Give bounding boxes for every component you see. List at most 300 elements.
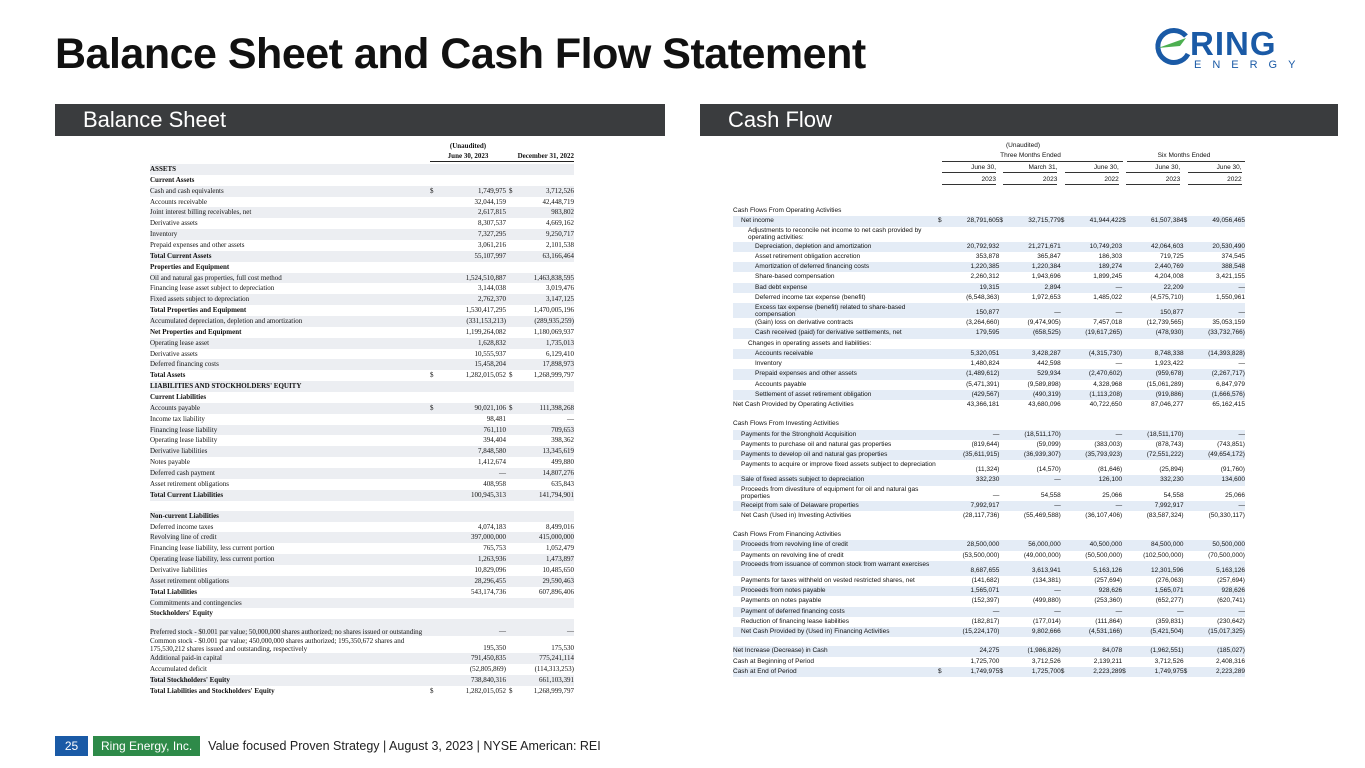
cf-value: (152,397)	[971, 597, 1000, 605]
cf-group-rule	[1127, 161, 1245, 162]
cf-value: (1,986,826)	[1027, 647, 1061, 655]
cf-dollar	[1122, 440, 1130, 450]
cf-value: 7,992,917	[1154, 501, 1184, 509]
cf-value: (9,474,905)	[1027, 319, 1061, 326]
cf-cell	[999, 206, 1060, 216]
cf-dollar	[999, 586, 1007, 596]
cf-dollar	[1061, 430, 1069, 440]
cf-value: (359,831)	[1155, 617, 1184, 625]
bs-row	[150, 251, 574, 262]
bs-dollar-2: $	[509, 686, 513, 695]
cf-dollar	[938, 576, 946, 586]
bs-dollar-1	[430, 197, 442, 208]
cf-value	[1007, 530, 1060, 540]
cf-value	[1007, 339, 1060, 349]
cf-cell	[1122, 272, 1183, 282]
cf-value: —	[1054, 501, 1061, 509]
cf-value: (257,694)	[1217, 576, 1245, 584]
bs-value-2022: 1,735,013	[546, 338, 574, 347]
cf-value: —	[1054, 587, 1061, 594]
cf-value: —	[1177, 607, 1184, 615]
cf-dollar	[1184, 586, 1192, 596]
cf-gap	[733, 197, 1245, 206]
bs-value-2023: 2,617,815	[478, 208, 506, 217]
cf-dollar	[1061, 419, 1069, 429]
cf-row	[733, 349, 1245, 359]
cf-cell	[1122, 339, 1183, 349]
cf-dollar	[1061, 440, 1069, 450]
cf-value: 35,053,159	[1212, 319, 1245, 326]
bs-value-2022: 775,241,114	[539, 654, 574, 663]
cf-row-label: Net Cash (Used in) Investing Activities	[741, 511, 852, 519]
cf-row-label: Net Cash Provided by (Used in) Financing Activities	[741, 628, 890, 635]
cf-row-label: (Gain) loss on derivative contracts	[755, 319, 854, 326]
bs-value-2023	[442, 392, 506, 403]
cf-row	[733, 227, 1245, 242]
bs-value-2022: 661,103,391	[539, 675, 574, 684]
bs-gap	[150, 501, 574, 511]
cf-dollar	[999, 390, 1007, 400]
bs-row-label: Total Properties and Equipment	[150, 306, 247, 315]
cf-cell	[1122, 530, 1183, 540]
bs-value-2022: 709,653	[551, 425, 574, 434]
cf-row	[733, 561, 1245, 576]
cf-dollar	[999, 430, 1007, 440]
cf-cell	[1184, 339, 1245, 349]
cf-dollar	[999, 617, 1007, 627]
cf-cell	[1122, 617, 1183, 627]
cf-row-label: Asset retirement obligation accretion	[755, 252, 861, 260]
cf-row-label: Cash at Beginning of Period	[733, 657, 814, 665]
bs-value-2023: 15,458,204	[474, 360, 506, 369]
cf-value: 8,687,655	[970, 566, 1000, 574]
bs-value-2023	[442, 608, 506, 619]
cf-cell	[999, 380, 1060, 390]
cf-dollar	[938, 206, 946, 216]
cf-cell	[999, 318, 1060, 328]
cf-cell	[1061, 349, 1122, 359]
bs-value-2022: (289,935,259)	[534, 317, 574, 326]
cf-value: 25,066	[1225, 491, 1245, 499]
cf-dollar	[999, 551, 1007, 561]
bs-row-label: Commitments and contingencies	[150, 598, 242, 607]
cf-value	[1007, 206, 1060, 216]
bs-dollar-1	[430, 653, 442, 664]
bs-row	[150, 554, 574, 565]
bs-value-2023	[442, 164, 506, 175]
cf-cell	[999, 607, 1060, 617]
cf-row-label: Payments on notes payable	[741, 597, 822, 605]
bs-dollar-2	[506, 522, 518, 533]
cf-value: 40,722,650	[1089, 401, 1123, 408]
bs-dollar-2	[506, 283, 518, 294]
cf-value: (72,551,222)	[1146, 451, 1184, 458]
bs-value-2022	[518, 175, 574, 186]
bs-value-2022	[518, 608, 574, 619]
cf-row	[733, 475, 1245, 485]
cf-value: —	[1238, 430, 1245, 438]
cf-dollar	[1122, 293, 1130, 303]
cf-value: (50,500,000)	[1085, 551, 1123, 559]
cf-row-label: Proceeds from divestiture of equipment for oil and natural gas properties	[741, 486, 919, 500]
cf-value: 43,680,096	[1028, 401, 1061, 408]
bs-row-label: Asset retirement obligations	[150, 479, 229, 488]
bs-dollar-2	[506, 608, 518, 619]
cf-value: 40,500,000	[1089, 541, 1123, 549]
cf-cell	[1122, 607, 1183, 617]
cf-dollar	[1184, 540, 1192, 550]
bs-value-2022: 111,398,268	[539, 403, 574, 412]
bs-dollar-2	[506, 457, 518, 468]
cf-row-label: Deferred income tax expense (benefit)	[755, 293, 866, 301]
bs-value-2022: 3,147,125	[546, 295, 574, 304]
bs-row-label: Derivative assets	[150, 219, 198, 228]
bs-value-2023	[442, 381, 506, 392]
cf-dollar	[1122, 511, 1130, 521]
cf-cell	[1061, 380, 1122, 390]
bs-dollar-2	[506, 653, 518, 664]
bs-value-2023: 1,282,015,052	[465, 686, 506, 695]
cf-cell	[1061, 216, 1122, 226]
cf-dollar	[1061, 369, 1069, 379]
cf-cell	[1184, 242, 1245, 252]
cf-group-rule	[942, 161, 1123, 162]
footer	[55, 736, 601, 756]
bs-dollar-1: $	[430, 371, 434, 380]
cf-cell	[1184, 607, 1245, 617]
cf-cell	[1184, 530, 1245, 540]
cf-dollar	[999, 339, 1007, 349]
cf-value: (819,644)	[971, 440, 1000, 448]
bs-row	[150, 229, 574, 240]
cf-cell	[938, 339, 999, 349]
cf-row-label: Payment of deferred financing costs	[741, 607, 845, 615]
cf-value: 61,507,384	[1151, 217, 1184, 225]
cf-col-date: June 30,	[1093, 164, 1119, 171]
cf-dollar	[1122, 530, 1130, 540]
cf-cell	[1184, 501, 1245, 511]
bs-dollar-1: $	[430, 403, 434, 412]
cf-cell	[1061, 419, 1122, 429]
cf-value: (5,471,391)	[966, 380, 1000, 388]
cf-dollar: $	[999, 667, 1004, 675]
cf-col-rule	[1003, 184, 1057, 185]
cf-value: (185,027)	[1217, 647, 1245, 655]
cf-value: 32,715,779	[1028, 217, 1061, 225]
cf-dollar	[938, 252, 946, 262]
cf-cell	[938, 475, 999, 485]
cf-row	[733, 486, 1245, 501]
cf-dollar	[1061, 450, 1069, 460]
cf-cell	[1122, 646, 1183, 656]
cf-cell	[1184, 400, 1245, 410]
bs-dollar-2	[506, 565, 518, 576]
cf-cell	[938, 272, 999, 282]
cf-value	[1192, 206, 1245, 216]
bs-dollar-2	[506, 338, 518, 349]
cf-cell	[1184, 318, 1245, 328]
cf-cell	[938, 627, 999, 637]
cf-row	[733, 450, 1245, 460]
cf-cell	[1184, 283, 1245, 293]
bs-row	[150, 218, 574, 229]
bs-dollar-1	[430, 425, 442, 436]
cf-cell	[938, 561, 999, 576]
cf-value: (18,511,170)	[1147, 430, 1184, 438]
bs-value-2022: 1,470,005,196	[533, 306, 574, 315]
cf-value: (6,548,363)	[966, 293, 1000, 301]
cf-row	[733, 318, 1245, 328]
cf-row	[733, 530, 1245, 540]
cf-dollar	[1122, 252, 1130, 262]
bs-dollar-1	[430, 490, 442, 501]
bs-value-2023: 761,110	[483, 425, 506, 434]
cf-row	[733, 369, 1245, 379]
cf-unaudited-label: (Unaudited)	[1006, 142, 1040, 149]
cf-value: —	[992, 430, 1000, 438]
bs-value-2022: —	[567, 414, 574, 423]
cf-value: 332,230	[975, 476, 1000, 484]
cf-row-label: Cash received (paid) for derivative settlements, net	[755, 329, 902, 337]
cf-value: 41,944,422	[1089, 217, 1123, 225]
cf-cell	[1061, 475, 1122, 485]
cf-col-date: June 30,	[971, 164, 996, 171]
cf-value: 1,565,071	[1154, 587, 1184, 594]
cf-cell	[1122, 450, 1183, 460]
cf-row	[733, 303, 1245, 318]
cf-cell	[999, 304, 1060, 319]
bs-value-2023: —	[499, 627, 506, 636]
cf-cell	[999, 272, 1060, 282]
cf-value: (4,575,710)	[1150, 293, 1184, 301]
bs-dollar-1	[430, 349, 442, 360]
cf-value: —	[1054, 607, 1061, 615]
cf-dollar	[938, 293, 946, 303]
cf-cell	[1122, 390, 1183, 400]
cf-value: —	[1238, 607, 1245, 615]
cf-gap	[733, 637, 1245, 646]
cf-dollar	[999, 359, 1007, 369]
cf-value	[946, 530, 999, 540]
bs-value-2022: 635,843	[551, 479, 574, 488]
cf-cell	[1122, 400, 1183, 410]
cf-cell	[1122, 586, 1183, 596]
cf-row-label: Changes in operating assets and liabilities:	[748, 339, 872, 347]
bs-value-2022	[518, 598, 574, 609]
bs-dollar-1	[430, 435, 442, 446]
cf-col-rule	[1126, 184, 1180, 185]
bs-value-2023: (331,153,213)	[466, 317, 506, 326]
cf-value: (1,666,576)	[1211, 390, 1245, 398]
cf-col-date: June 30,	[1155, 164, 1181, 171]
bs-row-label: Current Assets	[150, 175, 195, 184]
cf-value: 3,712,526	[1031, 657, 1061, 665]
cf-value: (70,500,000)	[1208, 551, 1245, 559]
cf-cell	[1061, 206, 1122, 216]
bs-value-2023: 7,327,295	[478, 230, 506, 239]
cf-value: (182,817)	[971, 617, 1000, 625]
ring-logo-icon	[1150, 26, 1194, 70]
cf-cell	[938, 380, 999, 390]
bs-row-label: Joint interest billing receivables, net	[150, 208, 252, 217]
cf-dollar	[1061, 596, 1069, 606]
cf-gap	[733, 410, 1245, 419]
cf-value: 20,792,932	[966, 242, 1000, 250]
cf-dollar	[1184, 380, 1192, 390]
bs-row-label: Common stock - $0.001 par value; 450,000,000 shares authorized; 195,350,672 shares and 175,530,212 shares issued and outstanding, respectively	[150, 637, 405, 654]
cf-dollar	[1122, 419, 1130, 429]
cf-cell	[938, 304, 999, 319]
cf-cell	[1122, 349, 1183, 359]
cf-cell	[1061, 272, 1122, 282]
cf-row	[733, 216, 1245, 226]
cf-value	[1130, 206, 1183, 216]
cf-dollar	[1061, 511, 1069, 521]
cf-value: 28,791,605	[966, 217, 1000, 225]
cf-cell	[1061, 242, 1122, 252]
cf-cell	[938, 419, 999, 429]
bs-row	[150, 294, 574, 305]
bs-dollar-2: $	[509, 186, 513, 195]
cf-cell	[1122, 657, 1183, 667]
bs-value-2023: 397,000,000	[471, 533, 506, 542]
cf-cell	[999, 216, 1060, 226]
cf-dollar	[1122, 450, 1130, 460]
cf-gap	[733, 521, 1245, 530]
cf-cell	[1061, 551, 1122, 561]
cf-value: (28,117,736)	[963, 511, 1000, 519]
cf-dollar	[999, 349, 1007, 359]
cf-cell	[999, 561, 1060, 576]
cf-cell	[1122, 627, 1183, 637]
bs-dollar-1	[430, 587, 442, 598]
cf-cell	[999, 252, 1060, 262]
cf-cell	[999, 576, 1060, 586]
bs-row	[150, 175, 574, 186]
cf-value: (9,589,898)	[1027, 380, 1061, 388]
cf-row	[733, 283, 1245, 293]
cf-dollar	[999, 419, 1007, 429]
cf-row-label: Accounts payable	[755, 380, 807, 388]
cf-dollar	[1184, 328, 1192, 338]
bs-dollar-1	[430, 554, 442, 565]
cf-value: 2,408,316	[1216, 657, 1245, 665]
cf-dollar	[1061, 576, 1069, 586]
bs-row-label: Income tax liability	[150, 414, 205, 423]
cf-cell	[938, 576, 999, 586]
cf-row-label: Net Increase (Decrease) in Cash	[733, 647, 828, 655]
bs-row	[150, 457, 574, 468]
cf-value: 134,600	[1221, 476, 1245, 484]
cf-cell	[938, 530, 999, 540]
bs-row	[150, 479, 574, 490]
cf-dollar	[938, 586, 946, 596]
cf-cell	[999, 657, 1060, 667]
bs-row	[150, 576, 574, 587]
bs-dollar-2	[506, 414, 518, 425]
cf-value: —	[1054, 309, 1061, 316]
cf-cell	[1184, 461, 1245, 476]
cf-row-label: Payments to purchase oil and natural gas properties	[741, 440, 892, 448]
cf-value: (1,962,551)	[1150, 647, 1184, 655]
cf-cell	[938, 293, 999, 303]
cf-dollar	[1061, 501, 1069, 511]
cf-dollar: $	[1183, 217, 1188, 225]
cf-value: (2,470,602)	[1088, 370, 1123, 378]
bs-row	[150, 587, 574, 598]
cf-dollar	[1184, 430, 1192, 440]
bs-dollar-2	[506, 664, 518, 675]
cf-value: 1,565,071	[970, 587, 1000, 594]
cf-value: 54,558	[1163, 491, 1184, 499]
cf-dollar	[938, 318, 946, 328]
cf-cell	[1184, 390, 1245, 400]
cf-dollar	[999, 576, 1007, 586]
bs-row	[150, 468, 574, 479]
cf-row-label: Receipt from sale of Delaware properties	[741, 501, 859, 509]
cf-dollar: $	[999, 217, 1004, 225]
bs-value-2023: 738,840,316	[471, 675, 506, 684]
cf-cell	[1061, 304, 1122, 319]
cf-dollar	[1061, 400, 1069, 410]
bs-dollar-2	[506, 598, 518, 609]
cf-value	[1069, 206, 1122, 216]
cf-dollar	[1061, 607, 1069, 617]
cf-dollar	[938, 272, 946, 282]
bs-value-2022	[518, 262, 574, 273]
bs-dollar-1	[430, 675, 442, 686]
bs-value-2022: 1,268,999,797	[533, 686, 574, 695]
bs-row-label: Total Liabilities	[150, 587, 198, 596]
cf-cell	[1122, 561, 1183, 576]
cf-dollar	[1061, 328, 1069, 338]
bs-row	[150, 511, 574, 522]
cf-dollar	[938, 540, 946, 550]
cf-value: 529,934	[1037, 370, 1061, 378]
cf-dollar	[938, 328, 946, 338]
footer-text: Value focused Proven Strategy | August 3, 2023 | NYSE American: REI	[208, 739, 601, 753]
cf-dollar	[999, 262, 1007, 272]
cf-dollar	[1061, 339, 1069, 349]
cf-cell	[1061, 293, 1122, 303]
bs-row	[150, 522, 574, 533]
cf-cell	[938, 252, 999, 262]
cf-dollar	[938, 283, 946, 293]
bs-row	[150, 262, 574, 273]
cf-row	[733, 667, 1245, 677]
cf-dollar	[1184, 390, 1192, 400]
cf-value: 1,725,700	[1031, 667, 1061, 675]
cf-cell	[938, 657, 999, 667]
cf-dollar	[938, 430, 946, 440]
bs-value-2022: 983,802	[551, 208, 574, 217]
bs-row-label: Properties and Equipment	[150, 262, 230, 271]
bs-dollar-1	[430, 479, 442, 490]
cf-value: (4,315,730)	[1088, 349, 1123, 357]
cf-cell	[1061, 511, 1122, 521]
cf-col-rule	[1065, 172, 1119, 173]
balance-sheet-band: Balance Sheet	[55, 104, 665, 136]
bs-dollar-1	[430, 338, 442, 349]
cf-cell	[938, 450, 999, 460]
cf-value: (959,678)	[1155, 370, 1184, 378]
cf-row-label: Payments for the Stronghold Acquisition	[741, 430, 857, 438]
bs-value-2022: —	[567, 627, 574, 636]
cf-value: 1,480,824	[970, 360, 1000, 367]
cf-row-label: Prepaid expenses and other assets	[755, 370, 857, 378]
bs-dollar-2	[506, 229, 518, 240]
cf-dollar	[938, 530, 946, 540]
